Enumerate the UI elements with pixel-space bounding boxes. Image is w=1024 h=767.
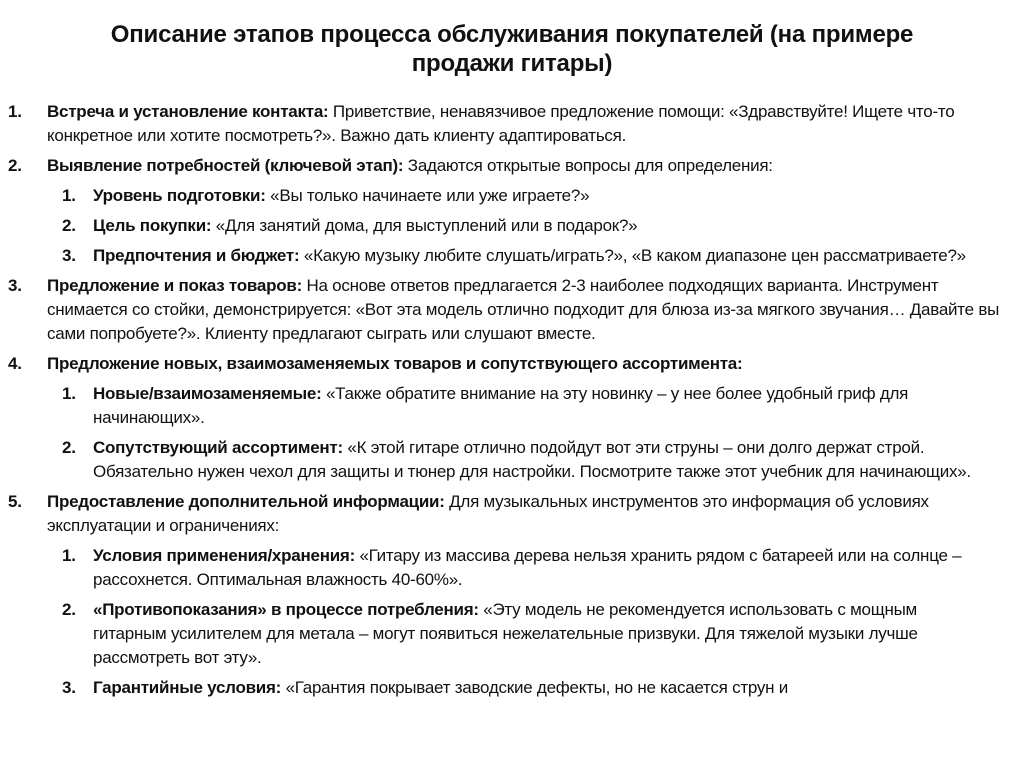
- substep-text: «К этой гитаре отлично подойдут вот эти струны – они долго держат строй. Обязательно нужен чехол для защиты и тюнер для настройки. Посмотрите также этот учебник для начинающих».: [93, 438, 971, 481]
- substep-label: Новые/взаимозаменяемые:: [93, 384, 322, 403]
- substep-label: Условия применения/хранения:: [93, 546, 355, 565]
- step-label: Предложение новых, взаимозаменяемых товаров и сопутствующего ассортимента:: [47, 354, 743, 373]
- substep-text: «Эту модель не рекомендуется использовать с мощным гитарным усилителем для метала – могут появиться нежелательные призвуки. Для тяжелой музыки лучше рассмотреть вот эту».: [93, 600, 918, 667]
- step-number: 5.: [8, 492, 22, 511]
- step-number: 4.: [8, 354, 22, 373]
- step-number: 2.: [8, 156, 22, 175]
- step-item: [0, 352, 1024, 376]
- step-item: [0, 154, 1024, 178]
- substep-text: «Для занятий дома, для выступлений или в подарок?»: [211, 216, 638, 235]
- substep-label: Сопутствующий ассортимент:: [93, 438, 343, 457]
- step-text: Для музыкальных инструментов это информация об условиях эксплуатации и ограничениях:: [47, 492, 929, 535]
- substep-number: 2.: [62, 438, 76, 457]
- substep-number: 3.: [62, 678, 76, 697]
- substep-number: 2.: [62, 600, 76, 619]
- step-text: На основе ответов предлагается 2-3 наиболее подходящих варианта. Инструмент снимается со стойки, демонстрируется: «Вот эта модель отлично подходит для блюза из-за мягкого звучания… Давайте вы сами попробуете?». Клиенту предлагают сыграть или слушают вместе.: [47, 276, 1000, 343]
- substep-item: [0, 598, 1024, 670]
- substep-number: 3.: [62, 246, 76, 265]
- step-item: [0, 274, 1024, 346]
- substep-text: «Также обратите внимание на эту новинку – у нее более удобный гриф для начинающих».: [93, 384, 909, 427]
- substep-text: «Вы только начинаете или уже играете?»: [265, 186, 590, 205]
- step-item: [0, 490, 1024, 538]
- substep-item: [0, 436, 1024, 484]
- substep-label: Уровень подготовки:: [93, 186, 266, 205]
- substep-number: 2.: [62, 216, 76, 235]
- substep-label: Предпочтения и бюджет:: [93, 246, 300, 265]
- substep-item: [0, 544, 1024, 592]
- step-label: Предложение и показ товаров:: [47, 276, 302, 295]
- substep-number: 1.: [62, 384, 76, 403]
- substep-label: «Противопоказания» в процессе потребления:: [93, 600, 479, 619]
- substep-text: «Гитару из массива дерева нельзя хранить рядом с батареей или на солнце – рассохнется. Оптимальная влажность 40-60%».: [93, 546, 962, 589]
- step-text: Приветствие, ненавязчивое предложение помощи: «Здравствуйте! Ищете что-то конкретное или хотите посмотреть?». Важно дать клиенту адаптироваться.: [47, 102, 955, 145]
- substep-item: [0, 244, 1024, 268]
- substep-item: [0, 676, 1024, 700]
- steps-list: [0, 94, 1024, 700]
- slide-title: Описание этапов процесса обслуживания покупателей (на примере продажи гитары): [110, 21, 914, 77]
- step-label: Выявление потребностей (ключевой этап):: [47, 156, 404, 175]
- substep-number: 1.: [62, 186, 76, 205]
- substep-text: «Гарантия покрывает заводские дефекты, но не касается струн и: [281, 678, 788, 697]
- substep-label: Гарантийные условия:: [93, 678, 282, 697]
- substep-text: «Какую музыку любите слушать/играть?», «В каком диапазоне цен рассматриваете?»: [299, 246, 966, 265]
- step-number: 1.: [8, 102, 22, 121]
- step-number: 3.: [8, 276, 22, 295]
- step-text: Задаются открытые вопросы для определения:: [403, 156, 773, 175]
- step-label: Предоставление дополнительной информации:: [47, 492, 445, 511]
- substep-item: [0, 184, 1024, 208]
- substep-number: 1.: [62, 546, 76, 565]
- substep-item: [0, 214, 1024, 238]
- substep-label: Цель покупки:: [93, 216, 212, 235]
- substep-item: [0, 382, 1024, 430]
- step-label: Встреча и установление контакта:: [47, 102, 329, 121]
- step-item: [0, 100, 1024, 148]
